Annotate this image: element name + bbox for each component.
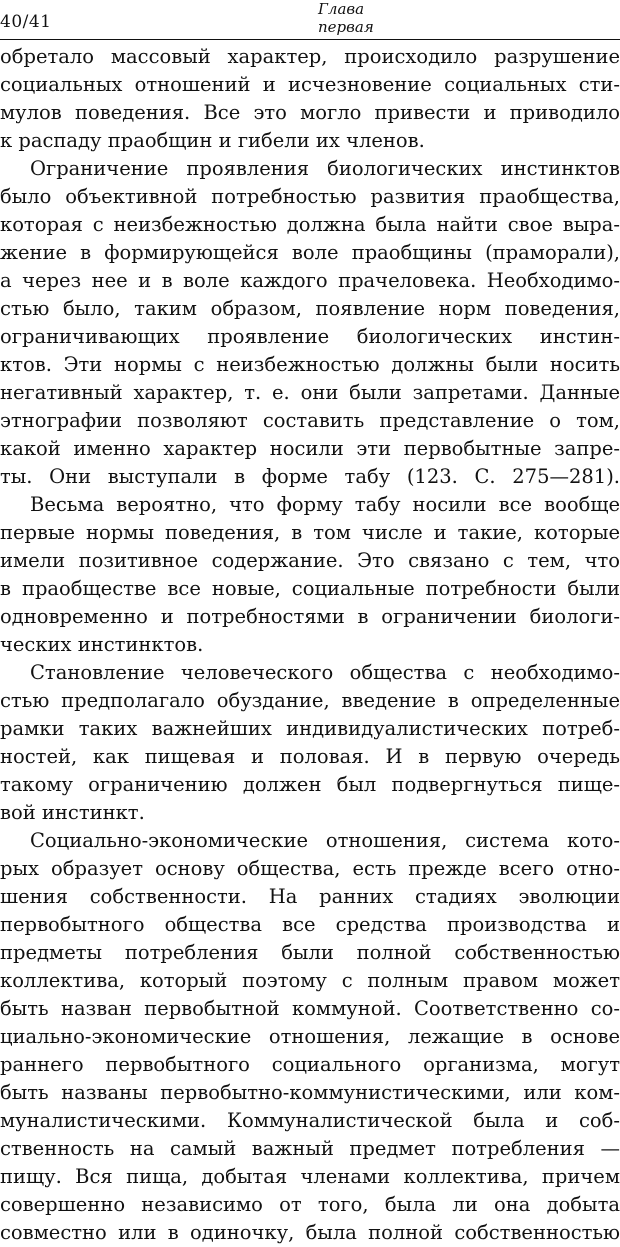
text-line: а через нее и в воле каждого прачеловека. Необходимо- (0, 269, 620, 292)
text-line: в праобществе все новые, социальные потребности были (0, 577, 620, 600)
text-line: какой именно характер носили эти первобытные запре- (0, 437, 620, 460)
text-line: было объективной потребностью развития праобщества, (0, 185, 620, 208)
text-line: шения собственности. На ранних стадиях эволюции (0, 885, 620, 908)
text-line: совершенно независимо от того, была ли она добыта (0, 1193, 620, 1216)
text-line: социальных отношений и исчезновение социальных сти- (0, 73, 620, 96)
chapter-name: первая (318, 18, 374, 36)
text-line: такому ограничению должен был подвергнуться пище- (0, 773, 620, 796)
text-line: быть названы первобытно-коммунистическими, или ком- (0, 1081, 620, 1104)
text-line: муналистическими. Коммуналистической была и соб- (0, 1109, 620, 1132)
text-line: негативный характер, т. е. они были запретами. Данные (0, 381, 620, 404)
text-line: Весьма вероятно, что форму табу носили все вообще (30, 493, 620, 516)
text-line: которая с неизбежностью должна была найти свое выра- (0, 213, 620, 236)
text-line: циально-экономические отношения, лежащие в основе (0, 1025, 620, 1048)
header-rule (0, 39, 620, 40)
text-line: жение в формирующейся воле праобщины (праморали), (0, 241, 620, 264)
text-line: первые нормы поведения, в том числе и такие, которые (0, 521, 620, 544)
text-line: стью было, таким образом, появление норм поведения, (0, 297, 620, 320)
text-line: имели позитивное содержание. Это связано с тем, что (0, 549, 620, 572)
text-line: обретало массовый характер, происходило разрушение (0, 45, 620, 68)
page-number: 40/41 (0, 12, 52, 32)
text-line: рамки таких важнейших индивидуалистических потреб- (0, 717, 620, 740)
text-line: Становление человеческого общества с необходимо- (30, 661, 620, 684)
chapter-label: Глава (318, 0, 365, 18)
text-line: ственность на самый важный предмет потребления — (0, 1137, 620, 1160)
text-line: Социально-экономические отношения, система кото- (30, 829, 620, 852)
text-line: ограничивающих проявление биологических инстин- (0, 325, 620, 348)
text-line: Ограничение проявления биологических инстинктов (30, 157, 620, 180)
running-head (318, 0, 374, 36)
text-line: ческих инстинктов. (0, 633, 204, 656)
text-line: предметы потребления были полной собственностью (0, 941, 620, 964)
text-line: раннего первобытного социального организма, могут (0, 1053, 620, 1076)
text-line: пищу. Вся пища, добытая членами коллектива, причем (0, 1165, 620, 1188)
text-line: первобытного общества все средства производства и (0, 913, 620, 936)
text-line: коллектива, который поэтому с полным правом может (0, 969, 620, 992)
text-line: к распаду праобщин и гибели их членов. (0, 129, 425, 152)
text-line: ты. Они выступали в форме табу (123. С. 275—281). (0, 465, 620, 488)
text-line: стью предполагало обуздание, введение в определенные (0, 689, 620, 712)
text-line: мулов поведения. Все это могло привести и приводило (0, 101, 620, 124)
text-line: ктов. Эти нормы с неизбежностью должны были носить (0, 353, 620, 376)
text-line: этнографии позволяют составить представление о том, (0, 409, 620, 432)
text-line: совместно или в одиночку, была полной собственностью (0, 1221, 620, 1244)
text-line: одновременно и потребностями в ограничении биологи- (0, 605, 620, 628)
text-line: рых образует основу общества, есть прежде всего отно- (0, 857, 620, 880)
text-line: вой инстинкт. (0, 801, 145, 824)
text-line: быть назван первобытной коммуной. Соответственно со- (0, 997, 620, 1020)
text-line: ностей, как пищевая и половая. И в первую очередь (0, 745, 620, 768)
body-text (0, 43, 620, 1247)
